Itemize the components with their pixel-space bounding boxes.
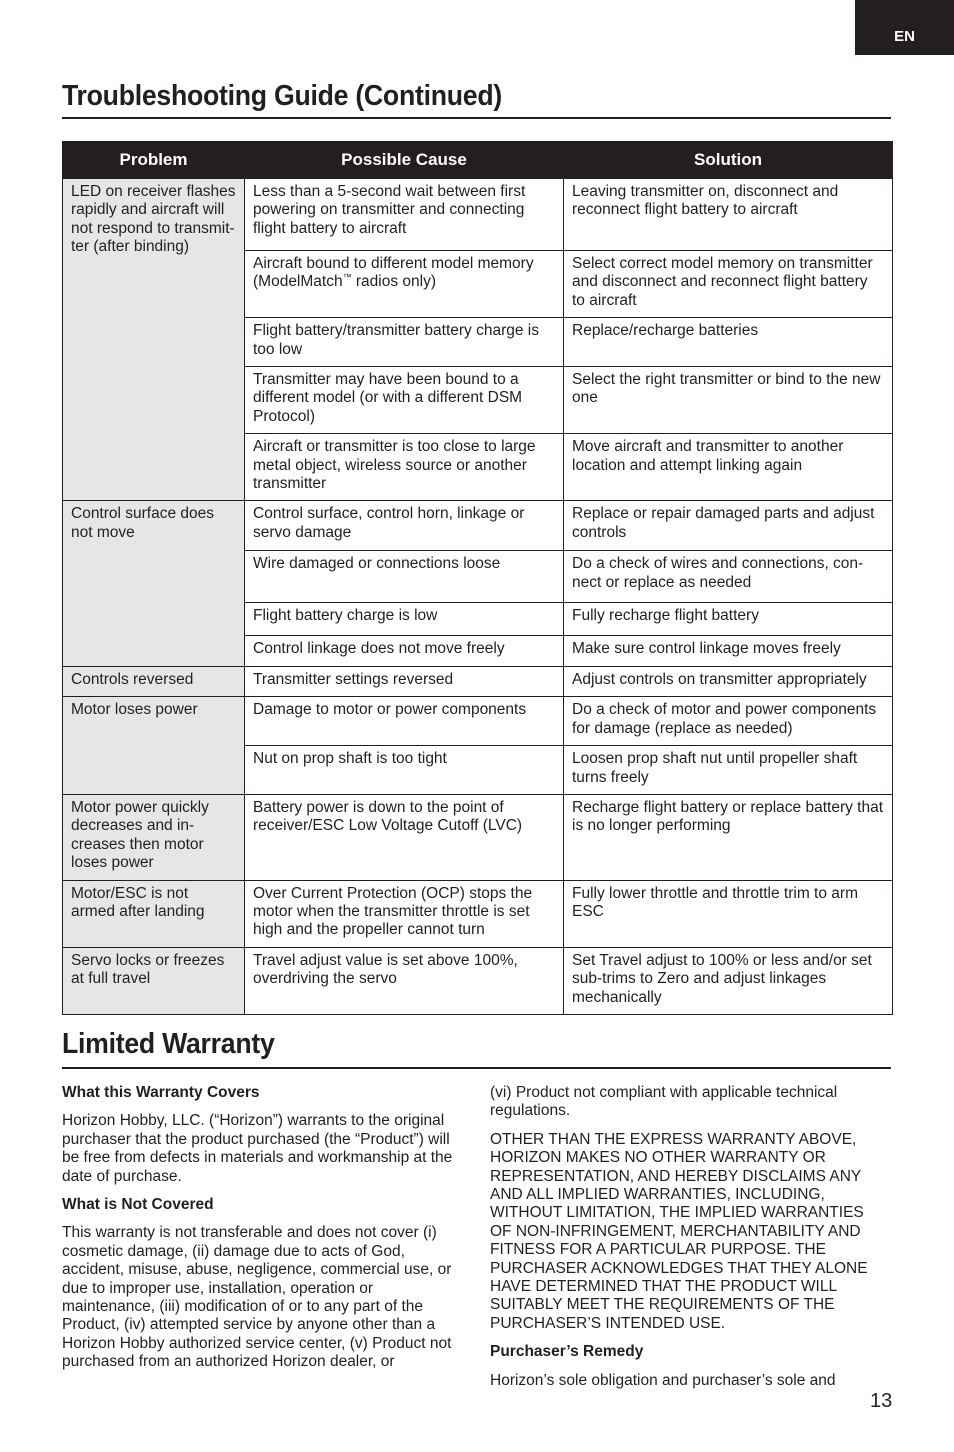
cause-cell: Nut on prop shaft is too tight xyxy=(245,746,564,795)
problem-cell: Motor power quickly decreases and in-creases then motor loses power xyxy=(63,794,245,880)
solution-cell: Replace or repair damaged parts and adjust controls xyxy=(564,501,893,551)
cause-cell: Damage to motor or power components xyxy=(245,697,564,746)
disclaimer-paragraph: OTHER THAN THE EXPRESS WARRANTY ABOVE, HORIZON MAKES NO OTHER WARRANTY OR REPRESENTATION, AND HEREBY DISCLAIMS ANY AND ALL IMPLIED WARRANTIES, INCLUDING, WITHOUT LIMITATION, THE IMPLIED WARRANTIES OF NON-INFRINGEMENT, MERCHANTABILITY AND FITNESS FOR A PARTICULAR PURPOSE. THE PURCHASER ACKNOWLEDGES THAT THEY ALONE HAVE DETERMINED THAT THE PRODUCT WILL SUITABLY MEET THE REQUIREMENTS OF THE PURCHASER’S INTENDED USE. xyxy=(490,1130,868,1332)
warranty-title: Limited Warranty xyxy=(62,1028,275,1060)
solution-cell: Select correct model memory on transmitter and disconnect and reconnect flight battery to aircraft xyxy=(564,251,893,318)
solution-cell: Do a check of motor and power components for damage (replace as needed) xyxy=(564,697,893,746)
problem-cell: Motor loses power xyxy=(63,697,245,795)
table-row xyxy=(63,794,893,880)
solution-cell: Adjust controls on transmitter appropriately xyxy=(564,666,893,696)
solution-cell: Recharge flight battery or replace battery that is no longer performing xyxy=(564,794,893,880)
covers-heading: What this Warranty Covers xyxy=(62,1084,260,1101)
page-number: 13 xyxy=(870,1390,893,1412)
troubleshooting-title: Troubleshooting Guide (Continued) xyxy=(62,80,502,112)
solution-cell: Fully lower throttle and throttle trim to arm ESC xyxy=(564,880,893,947)
cause-text: Aircraft bound to different model memory (ModelMatch xyxy=(253,255,534,291)
cause-cell: Aircraft or transmitter is too close to large metal object, wireless source or another transmitter xyxy=(245,434,564,501)
cause-cell: Flight battery charge is low xyxy=(245,603,564,636)
problem-cell: Controls reversed xyxy=(63,666,245,696)
solution-cell: Replace/recharge batteries xyxy=(564,318,893,367)
cause-cell: Wire damaged or connections loose xyxy=(245,551,564,603)
warranty-right-column xyxy=(490,1084,886,1400)
cause-cell: Transmitter settings reversed xyxy=(245,666,564,696)
problem-cell: Control surface does not move xyxy=(63,501,245,666)
not-covered-paragraph: This warranty is not transferable and does not cover (i) cosmetic damage, (ii) damage due to acts of God, accident, misuse, abuse, negligence, commercial use, or due to improper use, installation, operation or maintenance, (iii) modification of or to any part of the Product, (iv) attempted service by anyone other than a Horizon Hobby authorized service center, (v) Product not purchased from an authorized Horizon dealer, or xyxy=(62,1224,452,1371)
language-tab: EN xyxy=(855,0,954,55)
cause-cell: Over Current Protection (OCP) stops the motor when the transmitter throttle is set high and the propeller cannot turn xyxy=(245,880,564,947)
problem-cell: LED on receiver flashes rapidly and aircraft will not respond to transmit-ter (after binding) xyxy=(63,179,245,501)
remedy-heading: Purchaser’s Remedy xyxy=(490,1343,644,1361)
cause-cell xyxy=(245,251,564,318)
solution-cell: Move aircraft and transmitter to another location and attempt linking again xyxy=(564,434,893,501)
solution-cell: Leaving transmitter on, disconnect and reconnect flight battery to aircraft xyxy=(564,179,893,251)
title-divider xyxy=(62,117,891,119)
header-problem: Problem xyxy=(63,142,245,179)
remedy-paragraph: Horizon’s sole obligation and purchaser’s sole and xyxy=(490,1371,836,1389)
trademark-symbol: ™ xyxy=(342,272,352,283)
item-vi-paragraph: (vi) Product not compliant with applicable technical regulations. xyxy=(490,1084,838,1120)
header-possible-cause: Possible Cause xyxy=(245,142,564,179)
cause-cell: Flight battery/transmitter battery charge is too low xyxy=(245,318,564,367)
troubleshooting-table xyxy=(62,141,893,1015)
solution-cell: Fully recharge flight battery xyxy=(564,603,893,636)
header-solution: Solution xyxy=(564,142,893,179)
warranty-left-column xyxy=(62,1084,458,1382)
solution-cell: Do a check of wires and connections, con-nect or replace as needed xyxy=(564,551,893,603)
table-row xyxy=(63,697,893,746)
solution-cell: Loosen prop shaft nut until propeller shaft turns freely xyxy=(564,746,893,795)
cause-text: radios only) xyxy=(351,273,437,291)
table-row xyxy=(63,947,893,1014)
solution-cell: Set Travel adjust to 100% or less and/or set sub-trims to Zero and adjust linkages mechanically xyxy=(564,947,893,1014)
table-row xyxy=(63,179,893,251)
cause-cell: Travel adjust value is set above 100%, overdriving the servo xyxy=(245,947,564,1014)
cause-cell: Control surface, control horn, linkage or servo damage xyxy=(245,501,564,551)
solution-cell: Select the right transmitter or bind to the new one xyxy=(564,367,893,434)
solution-cell: Make sure control linkage moves freely xyxy=(564,636,893,666)
cause-cell: Battery power is down to the point of receiver/ESC Low Voltage Cutoff (LVC) xyxy=(245,794,564,880)
cause-cell: Transmitter may have been bound to a different model (or with a different DSM Protocol) xyxy=(245,367,564,434)
not-covered-heading: What is Not Covered xyxy=(62,1196,214,1214)
problem-cell: Servo locks or freezes at full travel xyxy=(63,947,245,1014)
problem-cell: Motor/ESC is not armed after landing xyxy=(63,880,245,947)
table-row xyxy=(63,501,893,551)
cause-cell: Control linkage does not move freely xyxy=(245,636,564,666)
title-divider xyxy=(62,1067,891,1069)
cause-cell: Less than a 5-second wait between first powering on transmitter and connecting flight battery to aircraft xyxy=(245,179,564,251)
table-header-row xyxy=(63,142,893,179)
table-row xyxy=(63,666,893,696)
table-row xyxy=(63,880,893,947)
covers-paragraph: Horizon Hobby, LLC. (“Horizon”) warrants to the original purchaser that the product purchased (the “Product”) will be free from defects in materials and workmanship at the date of purchase. xyxy=(62,1112,453,1185)
